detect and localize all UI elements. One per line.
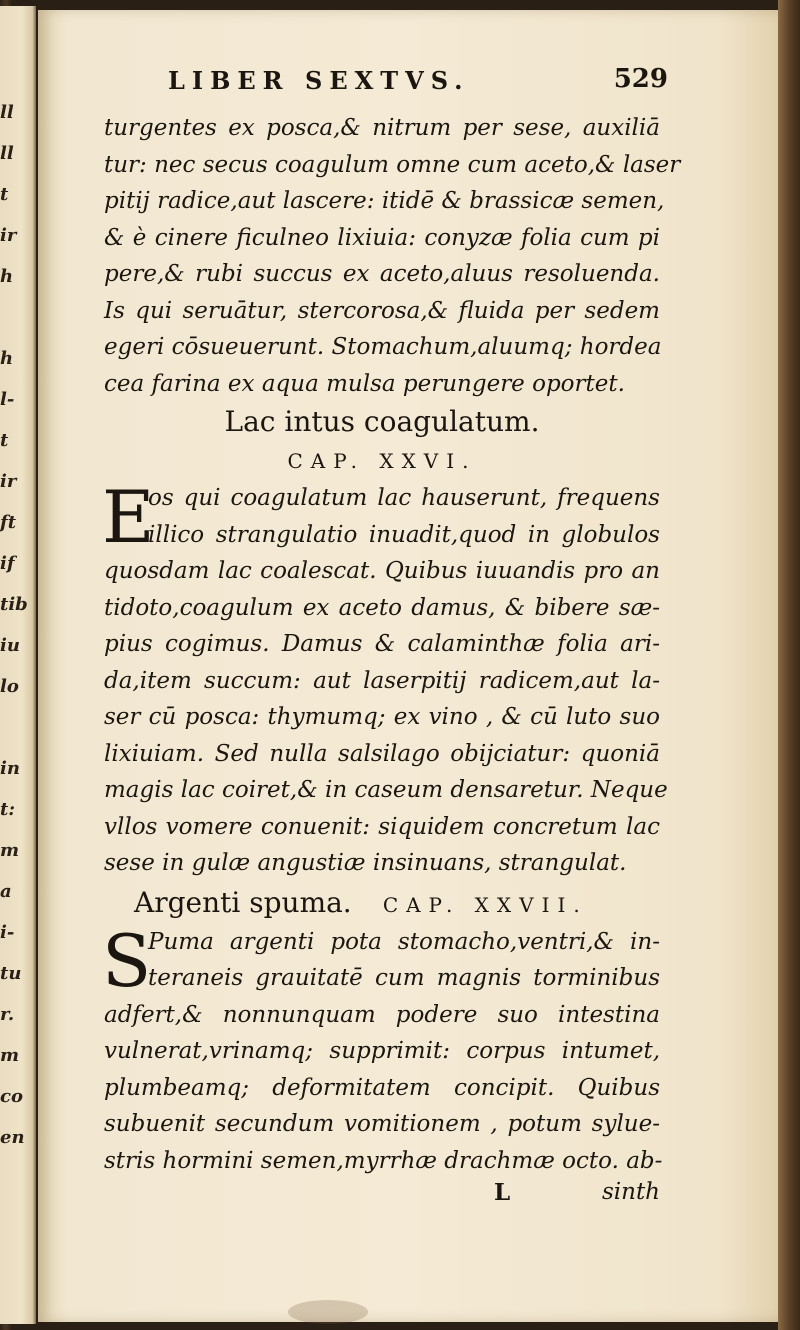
text-line: pius cogimus. Damus & calaminthæ folia ari- [104, 631, 660, 657]
text-line: egeri cōsueuerunt. Stomachum,aluumq; hordea [104, 334, 662, 360]
signature-mark: L [494, 1179, 511, 1206]
text-line: pere,& rubi succus ex aceto,aluus resoluenda. [104, 261, 660, 287]
page-number: 529 [613, 64, 668, 94]
book-page [38, 10, 778, 1322]
facing-page-fragment: ll [0, 143, 14, 164]
chapter-26-paragraph [102, 475, 668, 882]
running-head-title: LIBER SEXTVS. [168, 66, 470, 95]
facing-page-fragment: r. [0, 1004, 15, 1025]
facing-page-fragment: ft [0, 512, 17, 533]
facing-page-fragment: m [0, 1045, 20, 1066]
text-line: lixiuiam. Sed nulla salsilago obijciatur: quoniā [104, 740, 660, 767]
text-line: turgentes ex posca,& nitrum per sese, auxiliā [104, 115, 660, 141]
chapter-27-title: Argenti spuma. [134, 885, 352, 919]
facing-page-fragment: a [0, 881, 12, 902]
facing-page-fragment: t [0, 184, 9, 205]
text-line: tidoto,coagulum ex aceto damus, & bibere sæ- [104, 594, 660, 621]
drop-cap: E [102, 475, 155, 559]
chapter-26-title: Lac intus coagulatum. [224, 405, 540, 438]
page-edge-shadow [778, 0, 800, 1330]
text-block [102, 110, 681, 1215]
text-line: adfert,& nonnunquam podere suo intestina [104, 1001, 660, 1028]
facing-page-fragment: in [0, 758, 20, 779]
facing-page-fragment: m [0, 840, 20, 861]
paper-stain [288, 1300, 368, 1324]
chapter-27-paragraph [102, 918, 663, 1180]
facing-page-fragment: lo [0, 676, 19, 697]
text-line: teraneis grauitatē cum magnis torminibus [148, 965, 660, 991]
text-line: da,item succum: aut laserpitij radicem,aut la- [104, 667, 660, 694]
facing-page-fragment: ir [0, 225, 17, 246]
facing-page-fragment: iu [0, 635, 20, 656]
facing-page-fragment: h [0, 348, 14, 369]
text-line: plumbeamq; deformitatem concipit. Quibus [104, 1074, 660, 1101]
facing-page-fragment: h [0, 266, 14, 287]
text-line: vulnerat,vrinamq; supprimit: corpus intumet, [104, 1038, 660, 1064]
facing-page-fragment: i- [0, 922, 15, 943]
text-line: pitij radice,aut lascere: itidē & brassicæ semen, [104, 188, 665, 214]
page-footer [104, 1179, 660, 1215]
chapter-27-heading [104, 882, 660, 924]
chapter-27-number: CAP. XXVII. [382, 892, 588, 917]
facing-page-fragment: l- [0, 389, 15, 410]
facing-page-edge [0, 6, 36, 1324]
facing-page-fragment: tib [0, 594, 28, 615]
running-head [128, 64, 668, 98]
facing-page-fragment: if [0, 553, 15, 574]
text-line: quosdam lac coalescat. Quibus iuuandis pro an [104, 558, 660, 584]
text-line: vllos vomere conuenit: siquidem concretum lac [104, 813, 660, 840]
facing-page-fragment: t: [0, 799, 15, 820]
facing-page-fragment: ll [0, 102, 14, 123]
text-line: tur: nec secus coagulum omne cum aceto,& laser [104, 151, 681, 178]
facing-page-fragment: co [0, 1086, 23, 1107]
text-line: sese in gulæ angustiæ insinuans, strangulat. [104, 850, 627, 876]
text-line: Puma argenti pota stomacho,ventri,& in- [148, 928, 660, 955]
facing-page-fragment: t [0, 430, 9, 451]
section-continuation [104, 110, 681, 402]
chapter-26-number: CAP. XXVI. [287, 449, 477, 473]
text-line: cea farina ex aqua mulsa perungere oportet. [104, 370, 625, 397]
text-line: ser cū posca: thymumq; ex vino , & cū luto suo [104, 704, 660, 730]
text-line: & è cinere ficulneo lixiuia: conyzæ folia cum pi [104, 224, 660, 251]
facing-page-fragment: tu [0, 963, 22, 984]
text-line: subuenit secundum vomitionem , potum sylue- [104, 1111, 660, 1137]
catchword: sinth [601, 1179, 660, 1205]
text-line: magis lac coiret,& in caseum densaretur. Neque [104, 777, 668, 803]
drop-cap: S [102, 918, 152, 1003]
facing-page-fragment: en [0, 1127, 25, 1148]
text-line: stris hormini semen,myrrhæ drachmæ octo. ab- [104, 1147, 663, 1174]
facing-page-fragment: ir [0, 471, 17, 492]
text-line: os qui coagulatum lac hauserunt, frequens [148, 485, 660, 511]
text-line: illico strangulatio inuadit,quod in globulos [148, 521, 660, 548]
text-line: Is qui seruātur, stercorosa,& fluida per sedem [104, 297, 660, 324]
